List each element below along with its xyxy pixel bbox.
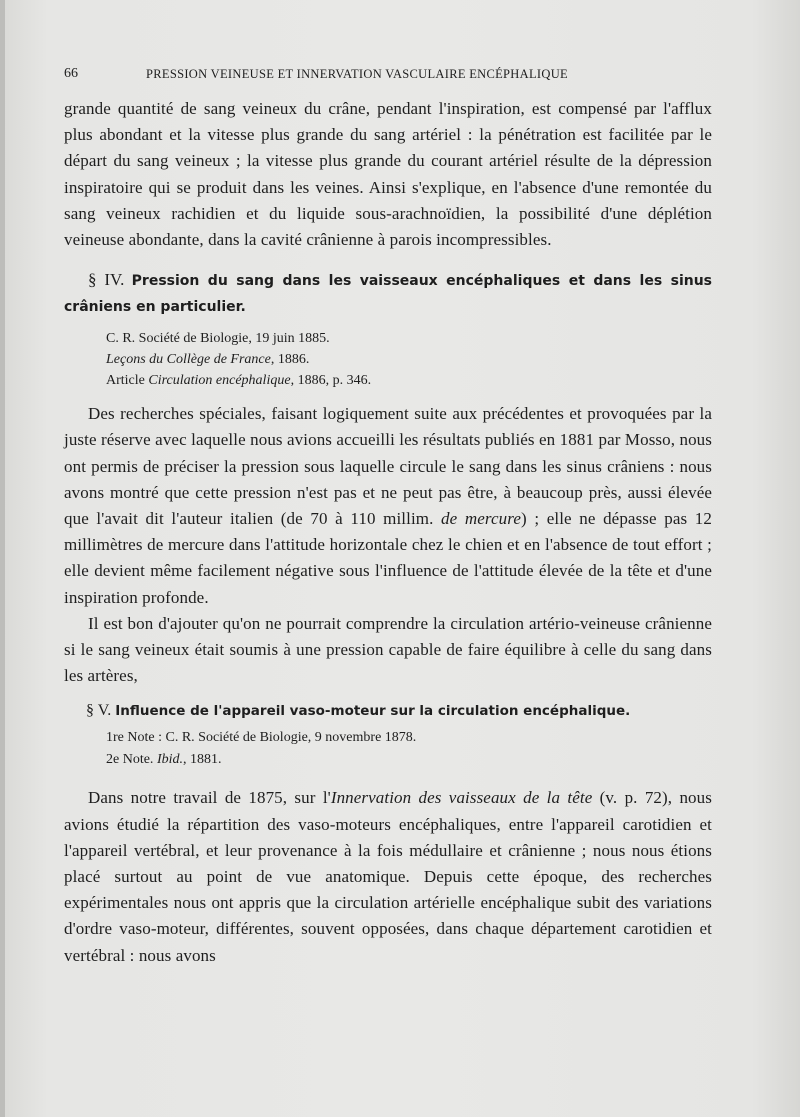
reference-item: 1re Note : C. R. Société de Biologie, 9 novembre 1878. [106,730,417,746]
section-iv-title: Pression du sang dans les vaisseaux encéphaliques et dans les sinus crâniens en particulier. [64,273,713,316]
section-v-references [106,727,712,771]
running-head: PRESSION VEINEUSE ET INNERVATION VASCULAIRE ENCÉPHALIQUE [146,67,568,81]
page-body [64,96,712,969]
paragraph-2: Des recherches spéciales, faisant logiquement suite aux précédentes et provoquées par la juste réserve avec laquelle nous avions accueilli les résultats publiés en 1881 par Mosso, nous ont permis de préciser la pression sous laquelle circule le sang dans les sinus crâniens : nous avons montré que cette pression n'est pas et ne peut pas être, à beaucoup près, aussi élevée que l'avait dit l'auteur italien (de 70 à 110 millim. de mercure) ; elle ne dépasse pas 12 millimètres de mercure dans l'attitude horizontale chez le chien et en l'absence de tout effort ; elle devient même facilement négative sous l'influence de l'attitude élevée de la tête et d'une inspiration profonde. [64,404,712,607]
section-v-number: § V. [86,702,112,720]
section-iv-number: § IV. [88,270,125,290]
section-v-title: Influence de l'appareil vaso-moteur sur la circulation encéphalique. [115,703,631,720]
paragraph-1: grande quantité de sang veineux du crâne, pendant l'inspiration, est compensé par l'afflux plus abondant et la vitesse plus grande du sang artériel : la pénétration est facilitée par le départ du sang veineux ; la vitesse plus grande du courant artériel résulte de la dépression inspiratoire qui se produit dans les veines. Ainsi s'explique, en l'absence d'une remontée du sang veineux rachidien et du liquide sous-arachnoïdien, la possibilité d'une déplétion veineuse abondante, dans la cavité crânienne à parois incompressibles. [64,99,712,250]
paragraph-3: Il est bon d'ajouter qu'on ne pourrait comprendre la circulation artério-veineuse crânienne si le sang veineux était soumis à une pression capable de faire équilibre à celle du sang dans les artères, [64,613,712,686]
page-header [64,66,712,86]
section-iv-heading [64,267,712,320]
reference-item: Leçons du Collège de France, 1886. [106,352,310,368]
reference-item: 2e Note. Ibid., 1881. [106,752,222,768]
page-number: 66 [64,66,78,81]
reference-item: C. R. Société de Biologie, 19 juin 1885. [106,331,330,347]
section-iv-references [106,328,712,391]
section-v-heading [86,699,712,723]
paragraph-4: Dans notre travail de 1875, sur l'Innervation des vaisseaux de la tête (v. p. 72), nous avions étudié la répartition des vaso-moteurs encéphaliques, entre l'appareil carotidien et l'appareil vertébral, et leur provenance à la fois médullaire et crânienne ; nous nous étions placé surtout au point de vue anatomique. Depuis cette époque, des recherches expérimentales nous ont appris que la circulation artérielle encéphalique subit des variations d'ordre vaso-moteur, différentes, souvent opposées, dans chaque département carotidien et vertébral : nous avons [64,788,712,965]
reference-item: Article Circulation encéphalique, 1886, p. 346. [106,373,372,389]
